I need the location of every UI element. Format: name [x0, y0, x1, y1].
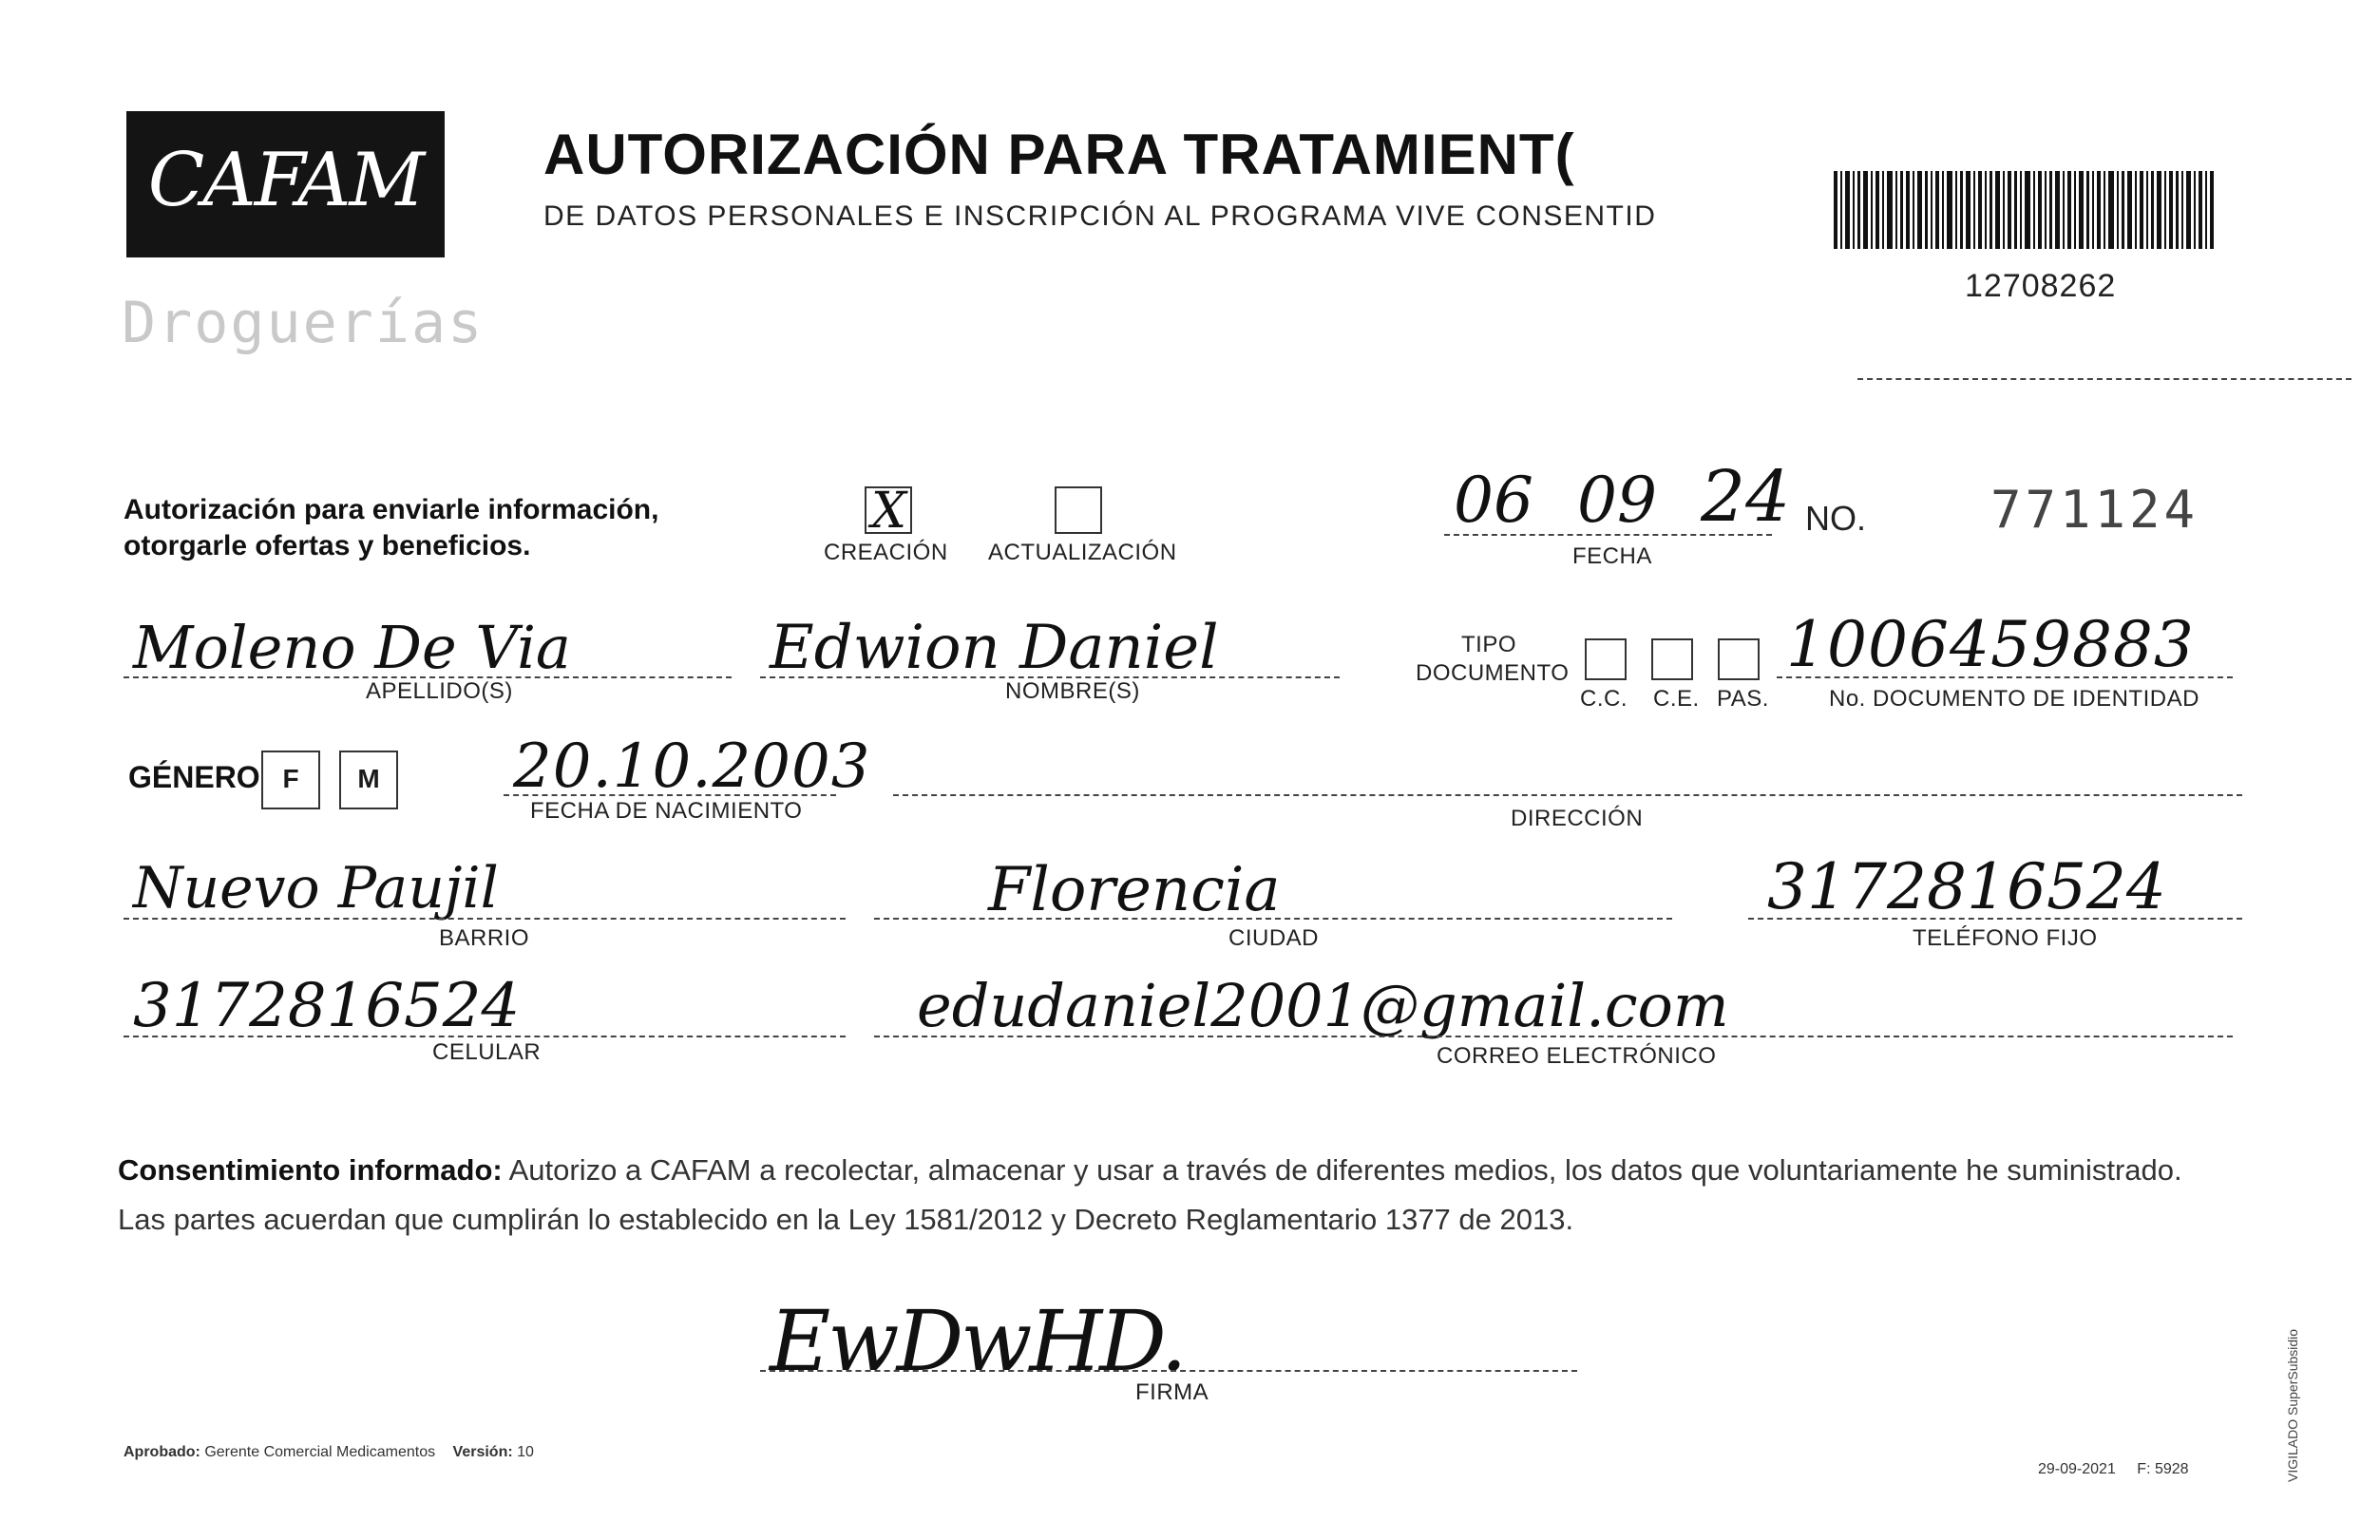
no-value: 771124 — [1990, 480, 2199, 540]
date-code: 29-09-2021 — [2038, 1461, 2116, 1477]
footer-approval — [124, 1444, 534, 1461]
fecha-label: FECHA — [1572, 543, 1652, 569]
logo-text: CAFAM — [147, 138, 424, 223]
form-title: AUTORIZACIÓN PARA TRATAMIENT( — [543, 123, 1575, 186]
documento-label: No. DOCUMENTO DE IDENTIDAD — [1829, 686, 2199, 712]
vigilado-vertical-text: VIGILADO SuperSubsidio — [2285, 1328, 2300, 1482]
creacion-mark: X — [871, 483, 907, 540]
cc-checkbox[interactable] — [1585, 638, 1627, 680]
telefono-label: TELÉFONO FIJO — [1913, 925, 2098, 951]
signature: EwDwHD. — [770, 1292, 1185, 1390]
correo-value: edudaniel2001@gmail.com — [917, 971, 1729, 1040]
fecha-day: 06 — [1454, 464, 1533, 537]
ciudad-label: CIUDAD — [1228, 925, 1320, 951]
header-divider — [1857, 378, 2351, 380]
barrio-value: Nuevo Paujil — [133, 855, 499, 922]
genero-f-box[interactable] — [261, 751, 320, 809]
genero-m-box[interactable] — [339, 751, 398, 809]
direccion-label: DIRECCIÓN — [1511, 806, 1644, 831]
apellidos-label: APELLIDO(S) — [366, 678, 513, 704]
signature-underline — [760, 1370, 1577, 1372]
celular-underline — [124, 1036, 846, 1037]
tipo-doc-label-1: TIPO — [1461, 632, 1517, 657]
barcode — [1834, 171, 2214, 249]
documento-underline — [1777, 676, 2233, 678]
ce-checkbox[interactable] — [1651, 638, 1693, 680]
ciudad-underline — [874, 918, 1672, 920]
consent-paragraph — [118, 1146, 2246, 1245]
logo-subtitle: Droguerías — [122, 290, 485, 356]
f-code: F: 5928 — [2137, 1461, 2189, 1477]
nacimiento-value: 20.10.2003 — [513, 732, 871, 802]
no-label: NO. — [1805, 499, 1867, 538]
barrio-underline — [124, 918, 846, 920]
nombres-label: NOMBRE(S) — [1005, 678, 1140, 704]
actualizacion-checkbox[interactable] — [1055, 486, 1102, 534]
documento-value: 1006459883 — [1786, 608, 2195, 681]
aprobado-value: Gerente Comercial Medicamentos — [204, 1444, 436, 1460]
pas-label: PAS. — [1717, 686, 1769, 712]
celular-value: 3172816524 — [133, 971, 521, 1041]
fecha-underline — [1444, 534, 1772, 536]
consent-line-1: Autorizo a CAFAM a recolectar, almacenar y usar a través de diferentes medios, los datos que voluntariamente he suministrado. — [508, 1153, 2182, 1187]
footer-codes — [2038, 1461, 2189, 1478]
telefono-value: 3172816524 — [1767, 850, 2166, 923]
creacion-label: CREACIÓN — [824, 540, 948, 565]
form-subtitle: DE DATOS PERSONALES E INSCRIPCIÓN AL PROGRAMA VIVE CONSENTID — [543, 200, 1657, 232]
firma-label: FIRMA — [1135, 1379, 1209, 1405]
actualizacion-label: ACTUALIZACIÓN — [988, 540, 1177, 565]
nacimiento-underline — [504, 794, 836, 796]
barrio-label: BARRIO — [439, 925, 530, 951]
fecha-month: 09 — [1577, 464, 1657, 537]
version-value: 10 — [517, 1444, 534, 1460]
barcode-number: 12708262 — [1965, 268, 2117, 304]
genero-f-letter: F — [282, 764, 299, 793]
correo-label: CORREO ELECTRÓNICO — [1437, 1043, 1717, 1069]
creacion-checkbox[interactable] — [865, 483, 912, 540]
genero-label: GÉNERO — [128, 760, 260, 794]
genero-m-letter: M — [357, 764, 380, 793]
aprobado-label: Aprobado: — [124, 1444, 200, 1460]
tipo-doc-label-2: DOCUMENTO — [1416, 660, 1570, 686]
correo-underline — [874, 1036, 2233, 1037]
authorization-intro: Autorización para enviarle información, otorgarle ofertas y beneficios. — [124, 494, 659, 561]
celular-label: CELULAR — [432, 1039, 542, 1065]
version-label: Versión: — [452, 1444, 513, 1460]
nombres-value: Edwion Daniel — [770, 613, 1219, 683]
pas-checkbox[interactable] — [1718, 638, 1760, 680]
consent-line-2: Las partes acuerdan que cumplirán lo establecido en la Ley 1581/2012 y Decreto Reglamentario 1377 de 2013. — [118, 1203, 1574, 1236]
direccion-underline — [893, 794, 2242, 796]
fecha-year: 24 — [1701, 456, 1791, 538]
ciudad-value: Florencia — [988, 855, 1281, 925]
apellidos-value: Moleno De Via — [133, 613, 571, 682]
telefono-underline — [1748, 918, 2242, 920]
nacimiento-label: FECHA DE NACIMIENTO — [530, 798, 803, 824]
cc-label: C.C. — [1580, 686, 1628, 712]
ce-label: C.E. — [1653, 686, 1700, 712]
cafam-logo — [126, 111, 445, 257]
consent-heading: Consentimiento informado: — [118, 1153, 503, 1187]
